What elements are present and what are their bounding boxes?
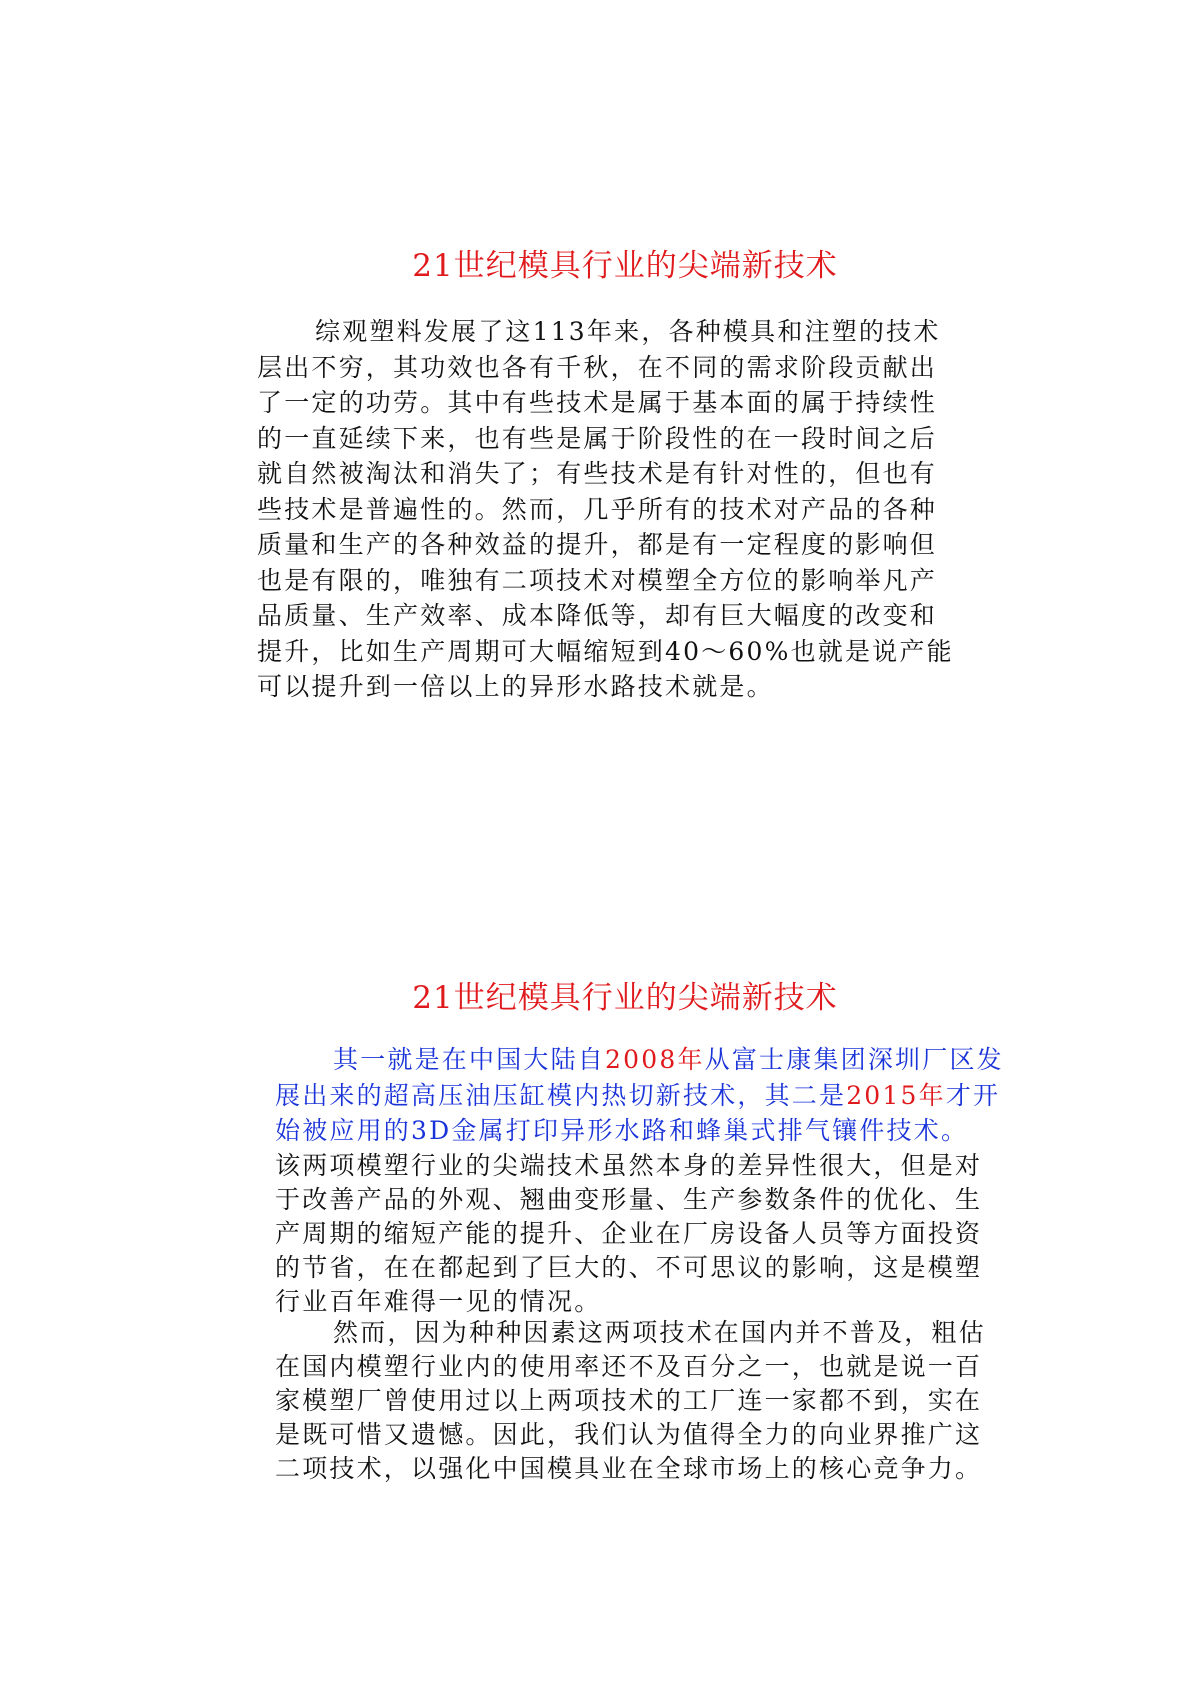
text-line: 然而，因为种种因素这两项技术在国内并不普及，粗估 (333, 1318, 986, 1347)
text-line: 是既可惜又遗憾。因此，我们认为值得全力的向业界推广这 (275, 1420, 983, 1449)
highlight-text: 展出来的超高压油压缸模内热切新技术，其二是 (275, 1080, 847, 1110)
section2-paragraph-2 (275, 1149, 982, 1319)
highlight-text: 从富士康集团深圳厂区发 (704, 1045, 1004, 1074)
text-line: 也是有限的，唯独有二项技术对模塑全方位的影响举凡产 (257, 565, 938, 595)
text-line: 些技术是普遍性的。然而，几乎所有的技术对产品的各种 (257, 494, 938, 524)
highlight-year: 2008年 (605, 1045, 705, 1074)
text-line: 行业百年难得一见的情况。 (275, 1287, 602, 1316)
text-line: 提升，比如生产周期可大幅缩短到40～60%也就是说产能 (257, 636, 954, 666)
text-line: 层出不穷，其功效也各有千秋，在不同的需求阶段贡献出 (257, 352, 938, 382)
text-line: 质量和生产的各种效益的提升，都是有一定程度的影响但 (257, 530, 938, 559)
highlight-year: 2015年 (846, 1080, 946, 1110)
text-line (275, 1078, 1004, 1114)
highlight-text: 才开 (945, 1080, 1001, 1110)
text-line: 该两项模塑行业的尖端技术虽然本身的差异性很大，但是对 (275, 1151, 983, 1180)
highlight-text: 其一就是在中国大陆自 (333, 1045, 606, 1074)
section2-paragraph-3 (275, 1316, 986, 1486)
text-line (275, 1042, 1004, 1078)
text-line: 在国内模塑行业内的使用率还不及百分之一，也就是说一百 (275, 1352, 983, 1381)
text-line: 了一定的功劳。其中有些技术是属于基本面的属于持续性 (257, 388, 938, 417)
section1-title: 21世纪模具行业的尖端新技术 (412, 248, 838, 284)
text-line: 家模塑厂曾使用过以上两项技术的工厂连一家都不到，实在 (275, 1386, 983, 1415)
text-line: 始被应用的3D金属打印异形水路和蜂巢式排气镶件技术。 (275, 1116, 969, 1145)
text-line: 的一直延续下来，也有些是属于阶段性的在一段时间之后 (257, 423, 938, 453)
text-line: 综观塑料发展了这113年来，各种模具和注塑的技术 (315, 317, 941, 346)
text-line: 可以提升到一倍以上的异形水路技术就是。 (257, 672, 774, 701)
text-line: 的节省，在在都起到了巨大的、不可思议的影响，这是模塑 (275, 1253, 983, 1282)
section2-title: 21世纪模具行业的尖端新技术 (412, 980, 838, 1016)
text-line: 于改善产品的外观、翘曲变形量、生产参数条件的优化、生 (275, 1185, 983, 1214)
section2-highlight-paragraph (275, 1042, 1004, 1149)
text-line: 就自然被淘汰和消失了；有些技术是有针对性的，但也有 (257, 459, 938, 488)
text-line: 产周期的缩短产能的提升、企业在厂房设备人员等方面投资 (275, 1219, 983, 1248)
text-line: 品质量、生产效率、成本降低等，却有巨大幅度的改变和 (257, 601, 938, 630)
text-line: 二项技术，以强化中国模具业在全球市场上的核心竞争力。 (275, 1454, 983, 1483)
section1-paragraph (257, 314, 954, 705)
